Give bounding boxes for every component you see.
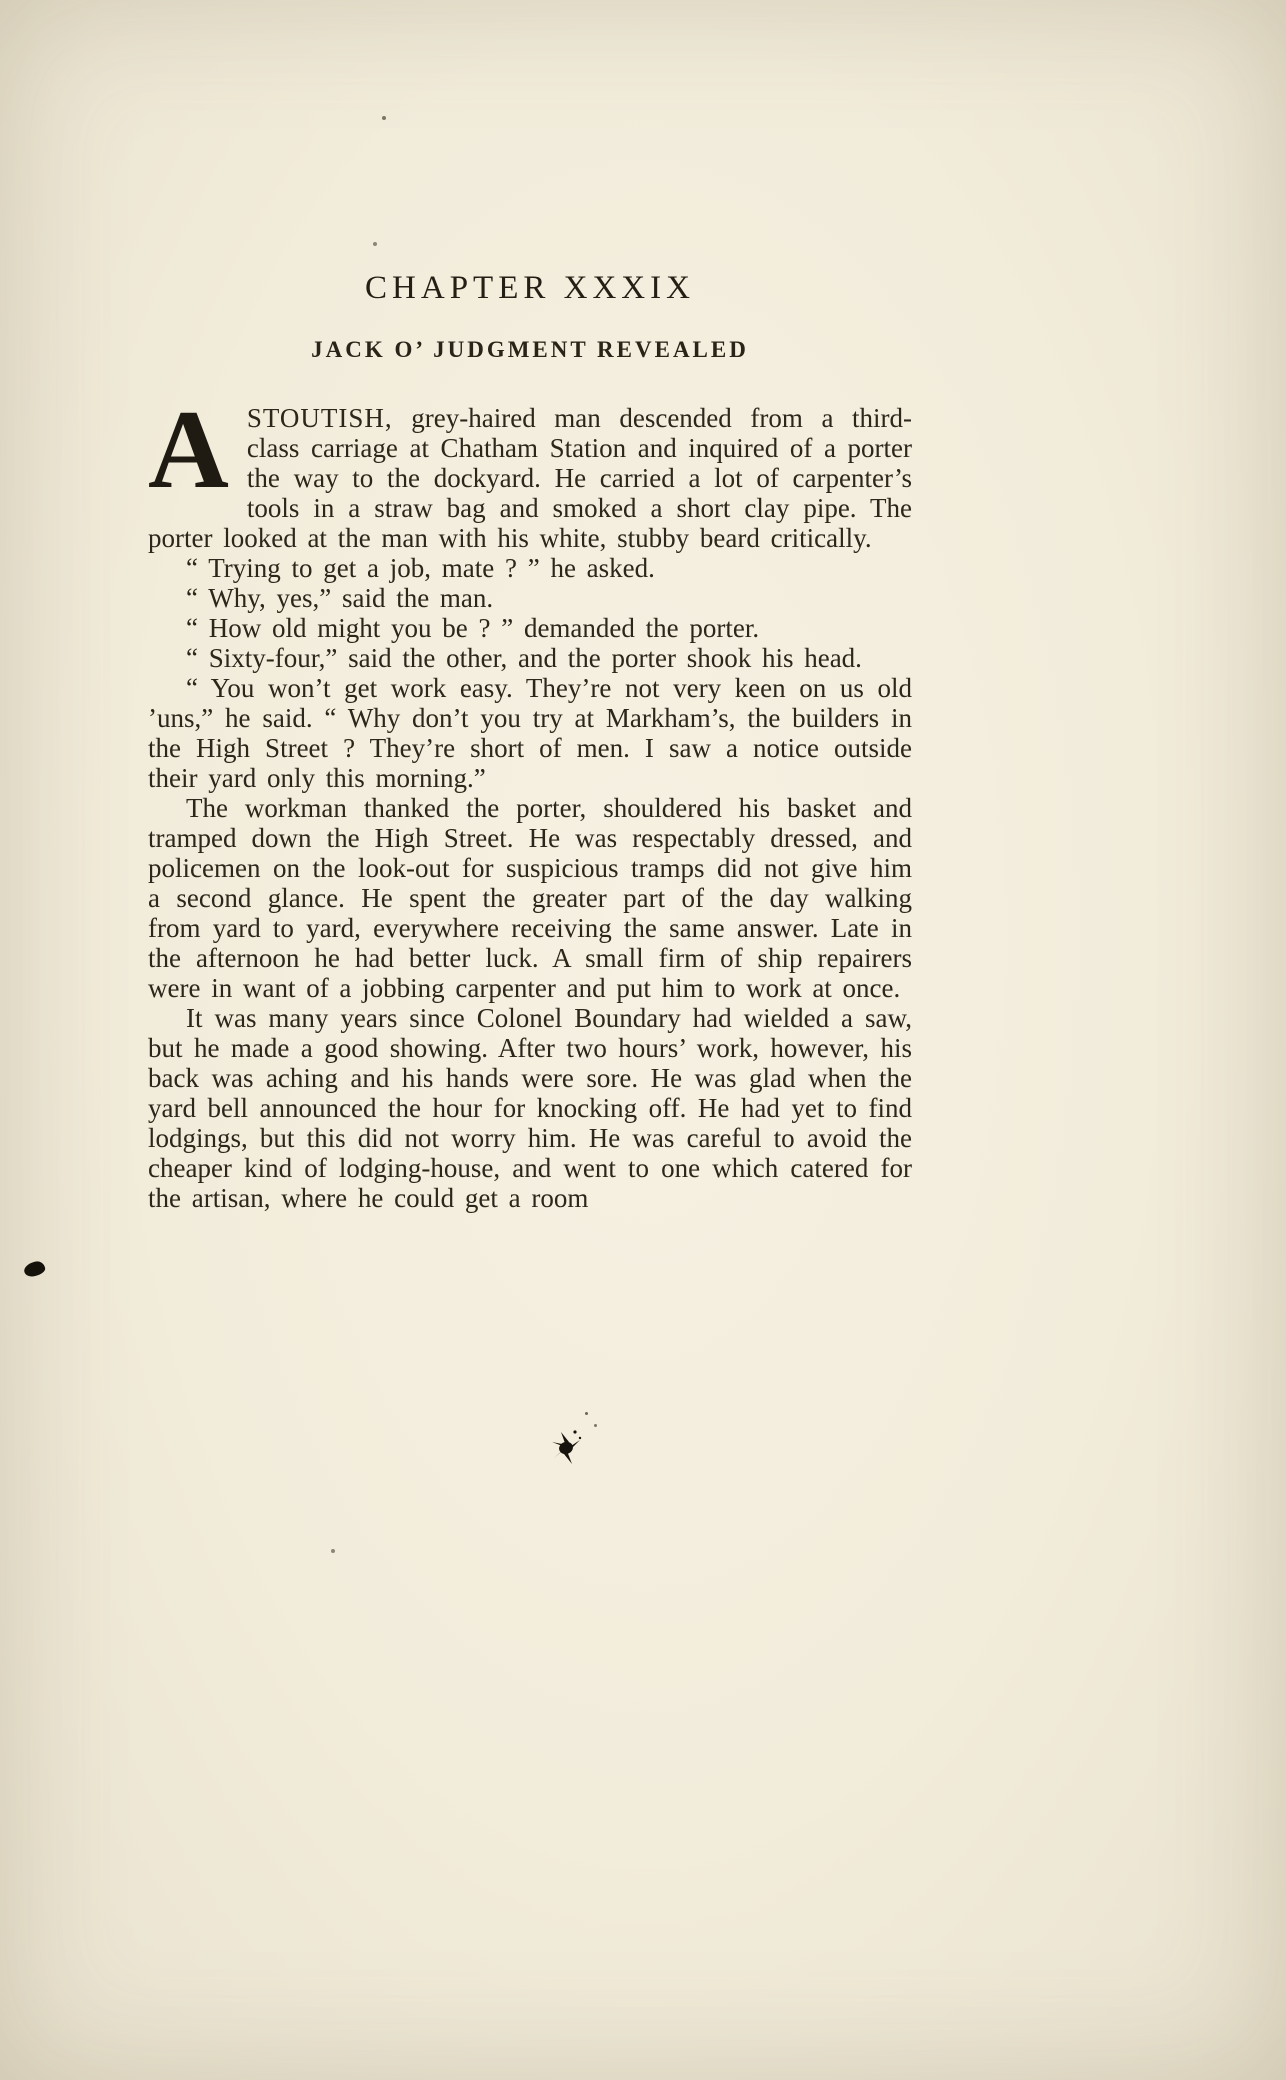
opening-word: STOUTISH,	[246, 403, 393, 433]
printers-smudge-icon	[542, 1418, 594, 1470]
paragraph-dialogue: “ Sixty-four,” said the other, and the porter shook his head.	[186, 643, 862, 673]
paper-speck	[373, 242, 377, 246]
ink-blot	[23, 1260, 47, 1279]
ink-smudge-graphic	[542, 1418, 594, 1470]
paragraph-dialogue: “ Why, yes,” said the man.	[186, 583, 494, 613]
paper-speck	[382, 116, 386, 120]
paragraph: The workman thanked the porter, shouldered his basket and tramped down the High Street. He was respectably dressed, and policemen on the look-out for suspicious tramps did not give him a second glance. He spent the greater part of the day walking from yard to yard, everywhere receiving the same answer. Late in the afternoon he had better luck. A small firm of ship repairers were in want of a jobbing carpenter and put him to work at once.	[148, 793, 912, 1003]
chapter-heading: CHAPTER XXXIX	[365, 270, 695, 306]
drop-cap-letter: A	[148, 388, 229, 512]
paragraph-dialogue: “ You won’t get work easy. They’re not very keen on us old ’uns,” he said. “ Why don’t you try at Markham’s, the builders in the High Street ? They’re short of men. I saw a notice outside their yard only this morning.”	[148, 673, 912, 793]
paragraph-opening	[148, 388, 913, 553]
paragraph: It was many years since Colonel Boundary had wielded a saw, but he made a good showing. After two hours’ work, however, his back was aching and his hands were sore. He was glad when the yard bell announced the hour for knocking off. He had yet to find lodgings, but this did not worry him. He was careful to avoid the cheaper kind of lodging-house, and went to one which catered for the artisan, where he could get a room	[148, 1003, 912, 1213]
chapter-subtitle: JACK O’ JUDGMENT REVEALED	[311, 337, 749, 362]
page-body	[148, 388, 913, 1213]
paper-speck	[594, 1424, 597, 1427]
paragraph-dialogue: “ Trying to get a job, mate ? ” he asked.	[186, 553, 655, 583]
paragraph-text: grey-haired man descended from a third-class carriage at Chatham Station and inquired of a porter the way to the dockyard. He carried a lot of carpenter’s tools in a straw bag and smoked a short clay pipe. The porter looked at the man with his white, stubby beard critically.	[148, 403, 913, 553]
paragraph-dialogue: “ How old might you be ? ” demanded the porter.	[186, 613, 760, 643]
paper-speck	[585, 1412, 588, 1415]
paper-speck	[331, 1549, 335, 1553]
text-column	[148, 270, 912, 1213]
